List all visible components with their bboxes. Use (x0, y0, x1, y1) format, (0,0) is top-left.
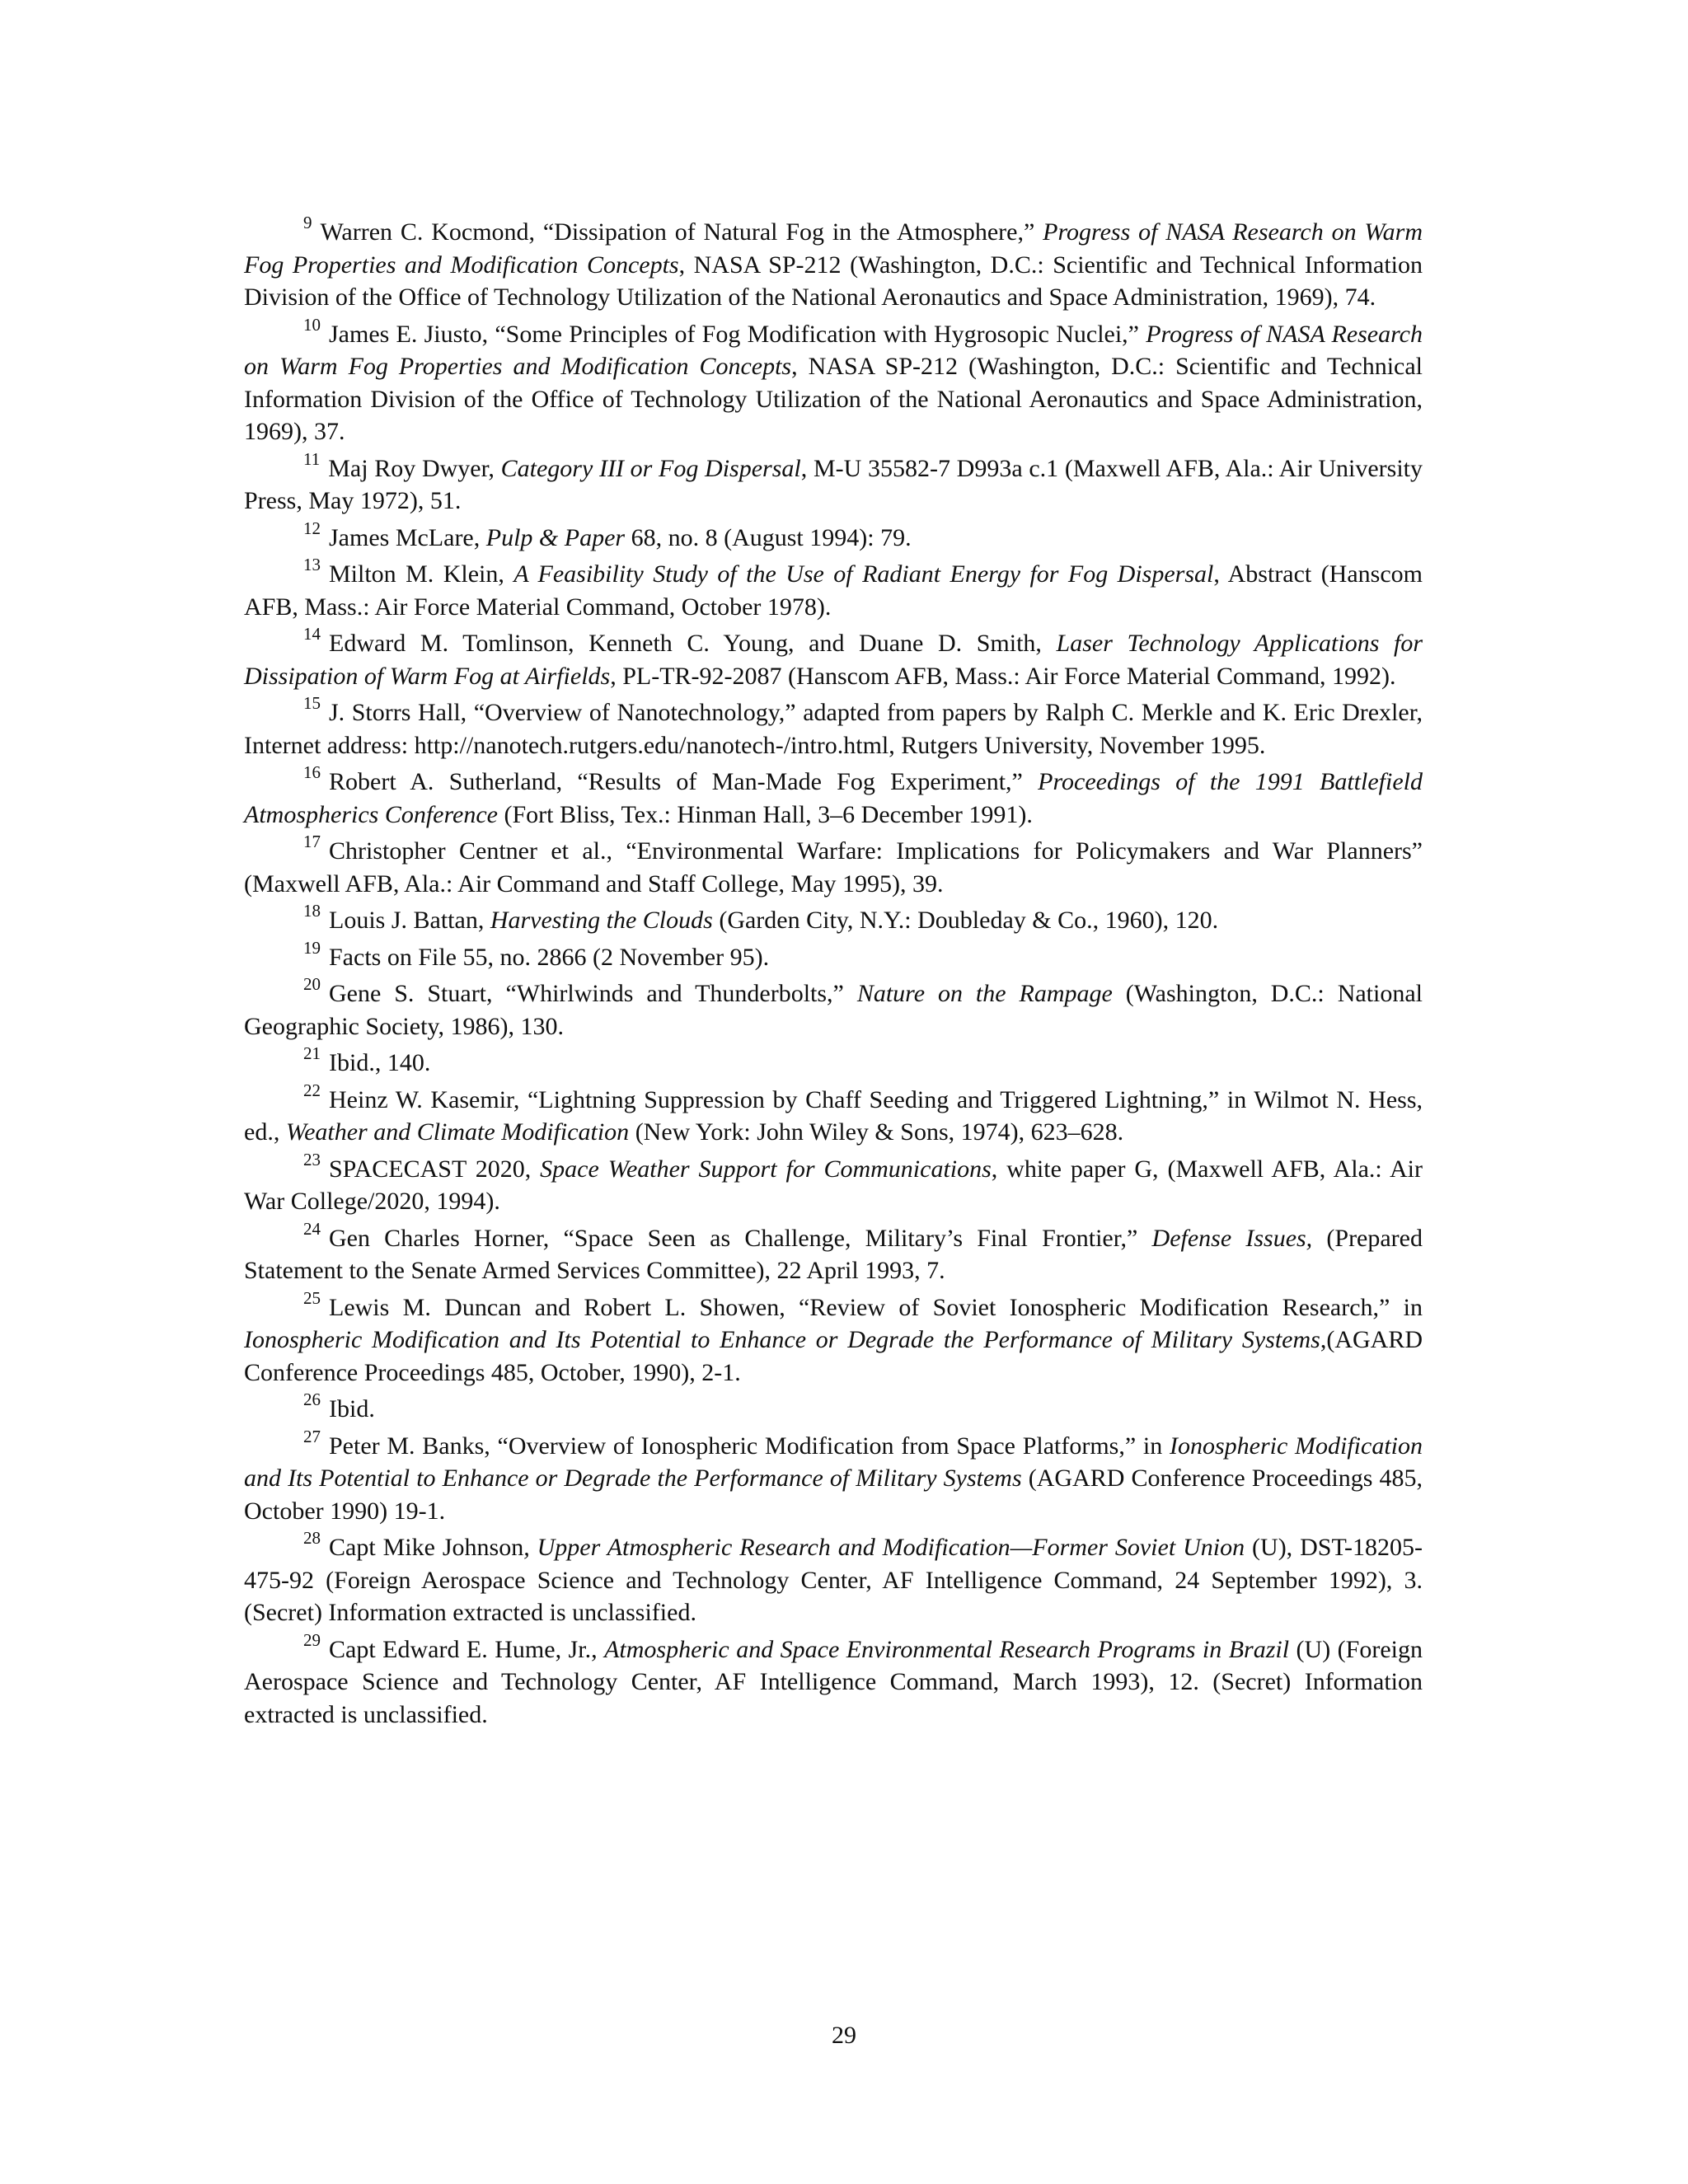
footnote-text: Maj Roy Dwyer, (328, 454, 501, 482)
footnote-title-text: Progress of NASA Research on Warm Fog Properties and Modification Concepts (244, 218, 1423, 279)
footnote-23 (244, 1149, 1423, 1218)
footnote-number: 13 (303, 555, 321, 574)
footnote-text: Capt Edward E. Hume, Jr., (329, 1635, 605, 1663)
footnote-text: (New York: John Wiley & Sons, 1974), 623–628. (629, 1118, 1124, 1146)
footnote-number: 19 (303, 937, 321, 958)
footnote-12 (244, 518, 1423, 555)
footnote-number: 11 (303, 448, 321, 469)
footnote-29 (244, 1629, 1423, 1732)
footnote-title-text: Weather and Climate Modification (285, 1118, 630, 1146)
footnote-27 (244, 1426, 1423, 1528)
footnote-25 (244, 1287, 1423, 1390)
footnote-text: Capt Mike Johnson (329, 1534, 524, 1561)
footnote-text: Warren C. Kocmond, “Dissipation of Natural Fog in the Atmosphere,” (320, 218, 1043, 246)
footnote-17 (244, 832, 1423, 900)
footnote-title-text: Category III or Fog Dispersal (500, 454, 801, 482)
footnote-text: (AGARD Conference Proceedings 485, October 1990) 19-1. (244, 1465, 1423, 1525)
footnote-number: 21 (303, 1043, 321, 1063)
footnote-number: 18 (303, 901, 321, 921)
footnote-text: (U), DST-18205-475-92 (Foreign Aerospace Science and Technology Center, AF Intelligence Command, 24 September 1992), 3. (Secret) Information extracted is unclassified. (244, 1534, 1423, 1626)
footnote-28 (244, 1528, 1423, 1629)
footnote-text: Christopher Centner et al., “Environmental Warfare: Implications for Policymakers and War Planners” (Maxwell AFB, Ala.: Air Command and Staff College, May 1995), 39. (244, 837, 1423, 898)
footnote-24 (244, 1218, 1423, 1287)
footnote-title-text: Laser Technology Applications for Dissipation of Warm Fog at Airfields (244, 630, 1423, 690)
footnote-text: Ibid. (329, 1395, 375, 1422)
footnote-text: Lewis M. Duncan and Robert L. Showen, “Review of Soviet Ionospheric Modification Research,” in (329, 1293, 1423, 1321)
footnote-26 (244, 1390, 1423, 1426)
footnote-text: Gen Charles Horner, “Space Seen as Challenge, Military’s Final Frontier,” (329, 1224, 1152, 1252)
footnote-text: Edward M. Tomlinson, Kenneth C. Young, and Duane D. Smith, (329, 630, 1057, 657)
footnotes-list (244, 213, 1423, 1731)
footnote-text: (Prepared Statement to the Senate Armed Services Committee), 22 April 1993, 7. (244, 1224, 1423, 1284)
footnote-number: 14 (303, 624, 321, 644)
footnote-title-text: Nature on the Rampage (856, 980, 1113, 1007)
footnote-number: 22 (303, 1080, 321, 1100)
footnote-text: Facts on File 55, no. 2866 (2 November 95). (329, 943, 770, 971)
footnote-title-text: Progress of NASA Research on Warm Fog Properties and Modification Concepts (244, 320, 1423, 380)
footnote-15 (244, 693, 1423, 762)
footnote-text: , Abstract (Hanscom AFB, Mass.: Air Force Material Command, October 1978). (244, 560, 1423, 621)
footnote-text: Heinz W. Kasemir, “Lightning Suppression by Chaff Seeding and Triggered Lightning,” in Wilmot N. Hess, ed., (244, 1085, 1423, 1146)
footnote-title-text: Pulp & Paper (485, 523, 626, 551)
footnote-22 (244, 1080, 1423, 1149)
footnote-11 (244, 448, 1423, 518)
footnote-text: Peter M. Banks, “Overview of Ionospheric Modification from Space Platforms,” in (329, 1432, 1170, 1460)
footnote-title-text: Ionospheric Modification and Its Potential to Enhance or Degrade the Performance of Military Systems (244, 1326, 1320, 1353)
footnote-title-text: Harvesting the Clouds (490, 907, 713, 934)
footnote-number: 9 (303, 213, 312, 232)
footnote-number: 20 (303, 974, 321, 994)
footnote-number: 27 (303, 1426, 321, 1446)
footnote-number: 17 (303, 832, 321, 851)
footnote-title-text: Upper Atmospheric Research and Modification—Former Soviet Union (537, 1534, 1245, 1561)
footnote-number: 25 (303, 1287, 321, 1308)
footnote-9 (244, 213, 1423, 314)
footnote-16 (244, 762, 1423, 831)
footnote-title-text: A Feasibility Study of the Use of Radiant Energy for Fog Dispersal (513, 560, 1214, 588)
footnote-text: Milton M. Klein, (329, 560, 514, 588)
footnote-title-text: Space Weather Support for Communications (540, 1155, 992, 1183)
footnote-text: James McLare, (329, 523, 486, 551)
footnote-number: 26 (303, 1390, 321, 1409)
footnote-number: 16 (303, 762, 321, 782)
footnote-text (530, 1534, 537, 1561)
footnote-text: (Washington, D.C.: National Geographic Society, 1986), 130. (244, 980, 1423, 1040)
footnote-text: (Garden City, N.Y.: Doubleday & Co., 1960), 120. (712, 907, 1219, 934)
footnote-number: 15 (303, 693, 321, 713)
footnote-text: ,(AGARD Conference Proceedings 485, October, 1990), 2-1. (244, 1326, 1423, 1386)
footnote-text: , NASA SP-212 (Washington, D.C.: Scientific and Technical Information Division of the Office of Technology Utilization of the National Aeronautics and Space Administration, 1969), 74. (244, 251, 1423, 311)
footnote-20 (244, 974, 1423, 1043)
footnote-number: 29 (303, 1629, 321, 1650)
footnote-title-text: Ionospheric Modification and Its Potential to Enhance or Degrade the Performance of Military Systems (244, 1432, 1423, 1492)
footnote-text: (Fort Bliss, Tex.: Hinman Hall, 3–6 December 1991). (497, 800, 1033, 828)
footnote-title-text: Proceedings of the 1991 Battlefield Atmospherics Conference (244, 768, 1423, 828)
footnote-number: 28 (303, 1528, 321, 1548)
footnote-text: Robert A. Sutherland, “Results of Man-Made Fog Experiment,” (329, 768, 1039, 795)
footnote-13 (244, 555, 1423, 623)
footnote-number: 10 (303, 314, 321, 335)
footnote-text: , white paper G, (Maxwell AFB, Ala.: Air War College/2020, 1994). (244, 1155, 1423, 1215)
footnote-text: Ibid., 140. (329, 1049, 431, 1076)
footnote-text: SPACECAST 2020, (329, 1155, 541, 1183)
footnote-21 (244, 1043, 1423, 1080)
footnote-text: Louis J. Battan, (329, 907, 490, 934)
footnote-text: , M-U 35582-7 D993a c.1 (Maxwell AFB, Ala.: Air University Press, May 1972), 51. (244, 454, 1423, 514)
footnote-title-text: Defense Issues, (1151, 1224, 1313, 1252)
footnote-number: 23 (303, 1149, 321, 1169)
footnote-text: , NASA SP-212 (Washington, D.C.: Scientific and Technical Information Division of the Office of Technology Utilization of the National Aeronautics and Space Administration, 1969), 37. (244, 353, 1423, 445)
footnote-text: Gene S. Stuart, “Whirlwinds and Thunderbolts,” (329, 980, 857, 1007)
footnote-number: 24 (303, 1218, 321, 1239)
page-number: 29 (832, 2022, 856, 2049)
footnote-19 (244, 937, 1423, 974)
footnote-text: (U) (Foreign Aerospace Science and Technology Center, AF Intelligence Command, March 1993), 12. (Secret) Information extracted is unclassified. (244, 1635, 1423, 1728)
footnote-number: 12 (303, 518, 321, 538)
footnote-text: , PL-TR-92-2087 (Hanscom AFB, Mass.: Air Force Material Command, 1992). (610, 662, 1396, 690)
footnote-title-text: , (523, 1534, 530, 1561)
footnote-text: James E. Jiusto, “Some Principles of Fog Modification with Hygrosopic Nuclei,” (329, 320, 1146, 348)
footnote-10 (244, 314, 1423, 448)
footnote-text: 68, no. 8 (August 1994): 79. (625, 523, 912, 551)
footnote-14 (244, 624, 1423, 692)
footnote-title-text: Atmospheric and Space Environmental Research Programs in Brazil (604, 1635, 1290, 1663)
footnote-text: J. Storrs Hall, “Overview of Nanotechnology,” adapted from papers by Ralph C. Merkle and K. Eric Drexler, Internet address: http://nanotech.rutgers.edu/nanotech-/intro.html, Rutgers University, November 1995. (244, 699, 1423, 759)
footnote-18 (244, 901, 1423, 937)
